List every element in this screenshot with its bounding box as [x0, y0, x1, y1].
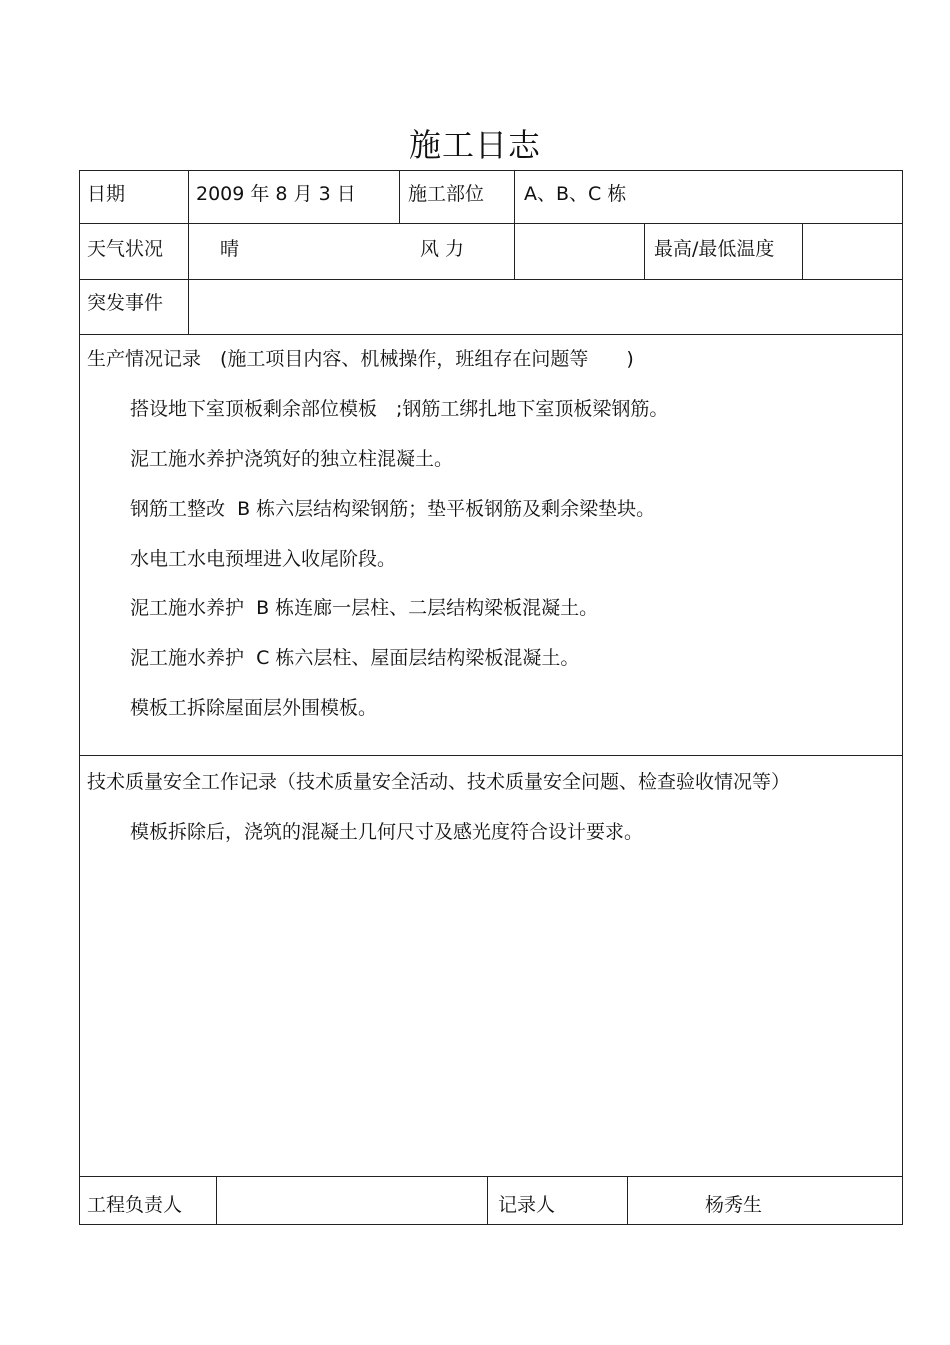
recorder-value: 杨秀生 [705, 1194, 763, 1216]
column-divider [487, 1176, 488, 1225]
temperature-label: 最高/最低温度 [654, 238, 775, 260]
engineer-label: 工程负责人 [87, 1194, 183, 1216]
date-label: 日期 [87, 183, 126, 205]
production-line: 泥工施水养护 B 栋连廊一层柱、二层结构梁板混凝土。 [130, 597, 599, 619]
row-divider [79, 755, 903, 756]
production-line: 钢筋工整改 B 栋六层结构梁钢筋；垫平板钢筋及剩余梁垫块。 [130, 498, 656, 520]
column-divider [802, 223, 803, 279]
emergency-label: 突发事件 [87, 292, 164, 314]
production-line: 泥工施水养护 C 栋六层柱、屋面层结构梁板混凝土。 [130, 647, 580, 669]
weather-label: 天气状况 [87, 238, 164, 260]
column-divider [399, 170, 400, 223]
location-label: 施工部位 [408, 183, 485, 205]
date-value: 2009 年 8 月 3 日 [196, 183, 356, 205]
row-divider [79, 223, 903, 224]
recorder-label: 记录人 [498, 1194, 556, 1216]
production-line: 搭设地下室顶板剩余部位模板 ;钢筋工绑扎地下室顶板梁钢筋。 [130, 398, 669, 420]
column-divider [627, 1176, 628, 1225]
page-title: 施工日志 [408, 126, 541, 164]
column-divider [188, 170, 189, 334]
weather-value: 晴 [220, 238, 240, 260]
column-divider [514, 170, 515, 279]
column-divider [216, 1176, 217, 1225]
row-divider [79, 1176, 903, 1177]
row-divider [79, 279, 903, 280]
production-line: 模板工拆除屋面层外围模板。 [130, 697, 378, 719]
column-divider [644, 223, 645, 279]
location-value: A、B、C 栋 [524, 183, 627, 205]
production-line: 水电工水电预埋进入收尾阶段。 [130, 548, 397, 570]
quality-header: 技术质量安全工作记录（技术质量安全活动、技术质量安全问题、检查验收情况等） [87, 771, 791, 793]
production-line: 泥工施水养护浇筑好的独立柱混凝土。 [130, 448, 454, 470]
wind-label: 风 力 [420, 238, 465, 260]
quality-line: 模板拆除后，浇筑的混凝土几何尺寸及感光度符合设计要求。 [130, 821, 644, 843]
production-header: 生产情况记录 (施工项目内容、机械操作，班组存在问题等 ) [87, 348, 634, 370]
row-divider [79, 334, 903, 335]
